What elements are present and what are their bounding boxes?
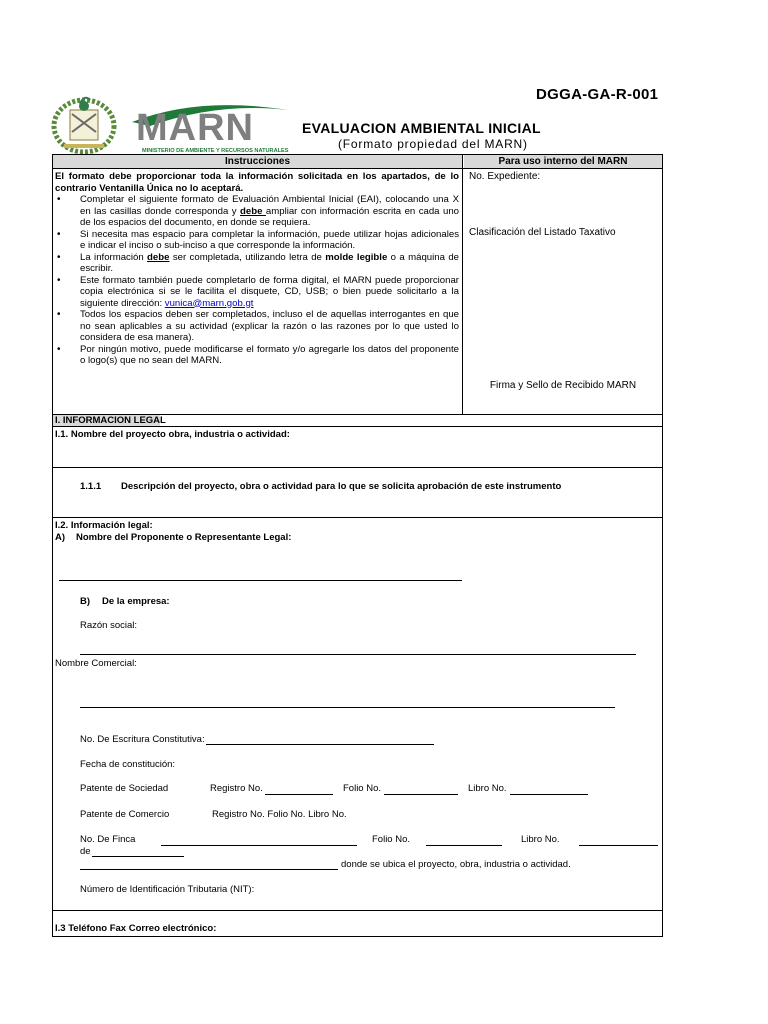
nit-label: Número de Identificación Tributaria (NIT): [80, 884, 255, 895]
folio-field[interactable] [384, 794, 458, 795]
fecha-label: Fecha de constitución: [80, 759, 176, 770]
registro-label: Registro No. [210, 783, 263, 794]
form-title: EVALUACION AMBIENTAL INICIAL [302, 120, 541, 136]
contact-label: I.3 Teléfono Fax Correo electrónico: [55, 923, 217, 934]
row-line-3 [52, 910, 663, 911]
proponent-field[interactable] [59, 580, 462, 581]
row-line-2 [52, 517, 663, 518]
description-number: 1.1.1 [80, 481, 102, 492]
instruction-item: • Por ningún motivo, puede modificarse el formato y/o agregarle los datos del proponente o logo(s) que no sean del MARN. [55, 344, 459, 367]
registro-field[interactable] [265, 794, 333, 795]
instruction-item: • Completar el siguiente formato de Evaluación Ambiental Inicial (EAI), colocando una X en las casillas donde corresponda y debe ampliar con información escrita en cada uno de los espacios del documento, en donde se requiera. [55, 194, 459, 229]
description-label: Descripción del proyecto, obra o actividad para lo que se solicita aprobación de este instrumento [121, 481, 562, 492]
instruction-item: • Este formato también puede completarlo de forma digital, el MARN puede proporcionar copia electrónica si se le facilita el disquete, CD, USB; o bien puede solicitarlo a la siguiente dirección: vunica@marn.gob.gt [55, 275, 459, 310]
form-subtitle: (Formato propiedad del MARN) [338, 137, 528, 151]
nombre-comercial-field[interactable] [80, 707, 615, 708]
project-name-label: I.1. Nombre del proyecto obra, industria o actividad: [55, 429, 290, 440]
folio-finca-label: Folio No. [372, 834, 411, 845]
libro-finca-label: Libro No. [521, 834, 560, 845]
header-row-line [52, 168, 663, 169]
clasificacion-label: Clasificación del Listado Taxativo [469, 227, 616, 238]
firma-label: Firma y Sello de Recibido MARN [489, 380, 637, 391]
legal-info-label: I.2. Información legal: [55, 520, 153, 531]
razon-social-label: Razón social: [80, 620, 138, 631]
escritura-field[interactable] [206, 744, 434, 745]
row-line-1 [52, 467, 663, 468]
de-label: de [80, 846, 91, 857]
form-code: DGGA-GA-R-001 [536, 86, 659, 103]
folio-label: Folio No. [343, 783, 382, 794]
instruction-item: • La información debe ser completada, utilizando letra de molde legible o a máquina de escribir. [55, 252, 459, 275]
instructions-intro: El formato debe proporcionar toda la información solicitada en los apartados, de lo contrario Ventanilla Única no lo aceptará. [55, 171, 459, 194]
company-label: De la empresa: [102, 596, 170, 607]
coat-of-arms-icon [44, 92, 124, 156]
column-divider [462, 154, 463, 414]
libro-finca-field[interactable] [579, 845, 658, 846]
instruction-item: • Todos los espacios deben ser completados, incluso el de aquellas interrogantes en que no sean aplicables a su actividad (explicar la razón o las razones por lo que usted lo considera de esa manera). [55, 309, 459, 344]
folio-finca-field[interactable] [426, 845, 502, 846]
nombre-comercial-label: Nombre Comercial: [55, 658, 137, 669]
instructions-body [55, 171, 459, 367]
libro-field[interactable] [510, 794, 588, 795]
marn-logo [128, 100, 294, 156]
ubicacion-field[interactable] [80, 869, 338, 870]
instruction-item: • Si necesita mas espacio para completar la información, puede utilizar hojas adicionales e indicar el inciso o sub-inciso a que corresponde la información. [55, 229, 459, 252]
ubicacion-label: donde se ubica el proyecto, obra, industria o actividad. [341, 859, 571, 870]
proponent-label: Nombre del Proponente o Representante Legal: [76, 532, 292, 543]
section-title: I. INFORMACION LEGAL [55, 415, 166, 426]
email-link[interactable]: vunica@marn.gob.gt [164, 297, 254, 309]
razon-social-field[interactable] [80, 654, 636, 655]
item-b-letter: B) [80, 596, 91, 607]
item-a-letter: A) [55, 532, 66, 543]
instructions-header: Instrucciones [224, 156, 291, 167]
finca-field[interactable] [161, 845, 357, 846]
patente-sociedad-label: Patente de Sociedad [80, 783, 169, 794]
svg-text:MINISTERIO DE AMBIENTE Y RECUR: MINISTERIO DE AMBIENTE Y RECURSOS NATURALES [142, 148, 289, 154]
finca-label: No. De Finca [80, 834, 136, 845]
de-field[interactable] [92, 856, 184, 857]
expediente-label: No. Expediente: [469, 171, 541, 182]
internal-use-header: Para uso interno del MARN [498, 156, 628, 167]
svg-text:MARN: MARN [136, 107, 254, 149]
libro-label: Libro No. [468, 783, 507, 794]
patente-comercio-registro: Registro No. Folio No. Libro No. [212, 809, 347, 820]
patente-comercio-label: Patente de Comercio [80, 809, 170, 820]
escritura-label: No. De Escritura Constitutiva: [80, 734, 205, 745]
